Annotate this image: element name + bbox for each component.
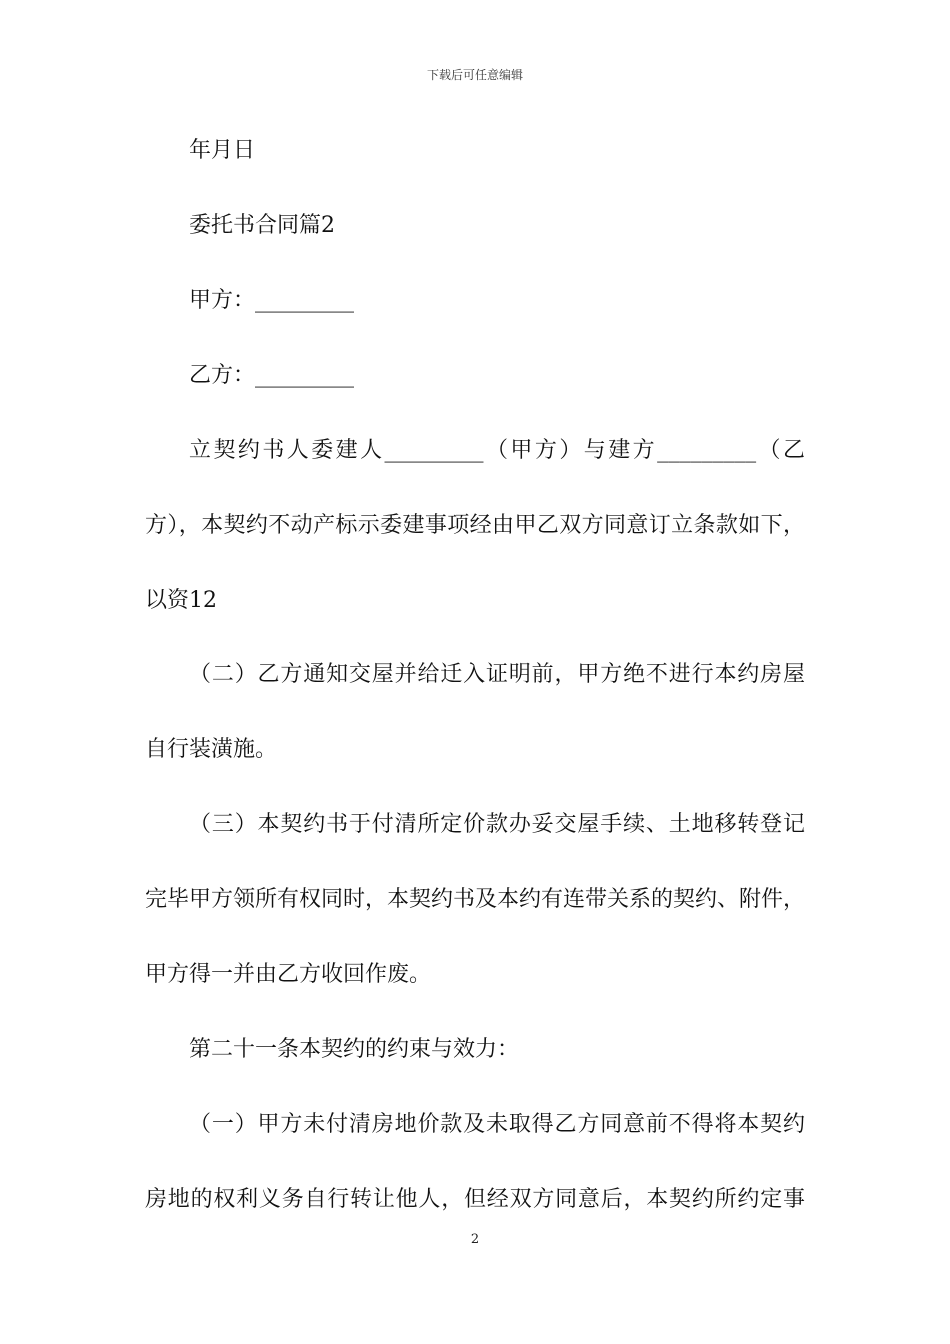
date-line: 年月日 bbox=[189, 138, 256, 163]
paragraph-line: 立契约书人委建人_________（甲方）与建方_________（乙 bbox=[189, 438, 805, 463]
paragraph-line: 以资12 bbox=[145, 588, 217, 613]
paragraph-line: （三）本契约书于付清所定价款办妥交屋手续、土地移转登记 bbox=[189, 812, 805, 837]
article-heading: 第二十一条本契约的约束与效力： bbox=[189, 1037, 520, 1062]
paragraph-line: 房地的权利义务自行转让他人，但经双方同意后，本契约所约定事 bbox=[145, 1187, 805, 1212]
page-number: 2 bbox=[470, 1232, 480, 1247]
party-b-line: 乙方：_________ bbox=[189, 363, 355, 388]
paragraph-line: 自行装潢施。 bbox=[145, 737, 278, 762]
paragraph-line: 完毕甲方领所有权同时，本契约书及本约有连带关系的契约、附件， bbox=[145, 887, 806, 912]
paragraph-line: （二）乙方通知交屋并给迁入证明前，甲方绝不进行本约房屋 bbox=[189, 662, 805, 687]
page-header: 下载后可任意编辑 bbox=[426, 68, 523, 82]
section-title: 委托书合同篇2 bbox=[189, 213, 335, 238]
paragraph-line: （一）甲方未付清房地价款及未取得乙方同意前不得将本契约 bbox=[189, 1112, 805, 1137]
paragraph-line: 方），本契约不动产标示委建事项经由甲乙双方同意订立条款如下， bbox=[145, 513, 805, 538]
party-a-line: 甲方：_________ bbox=[189, 288, 355, 313]
paragraph-line: 甲方得一并由乙方收回作废。 bbox=[145, 962, 432, 987]
